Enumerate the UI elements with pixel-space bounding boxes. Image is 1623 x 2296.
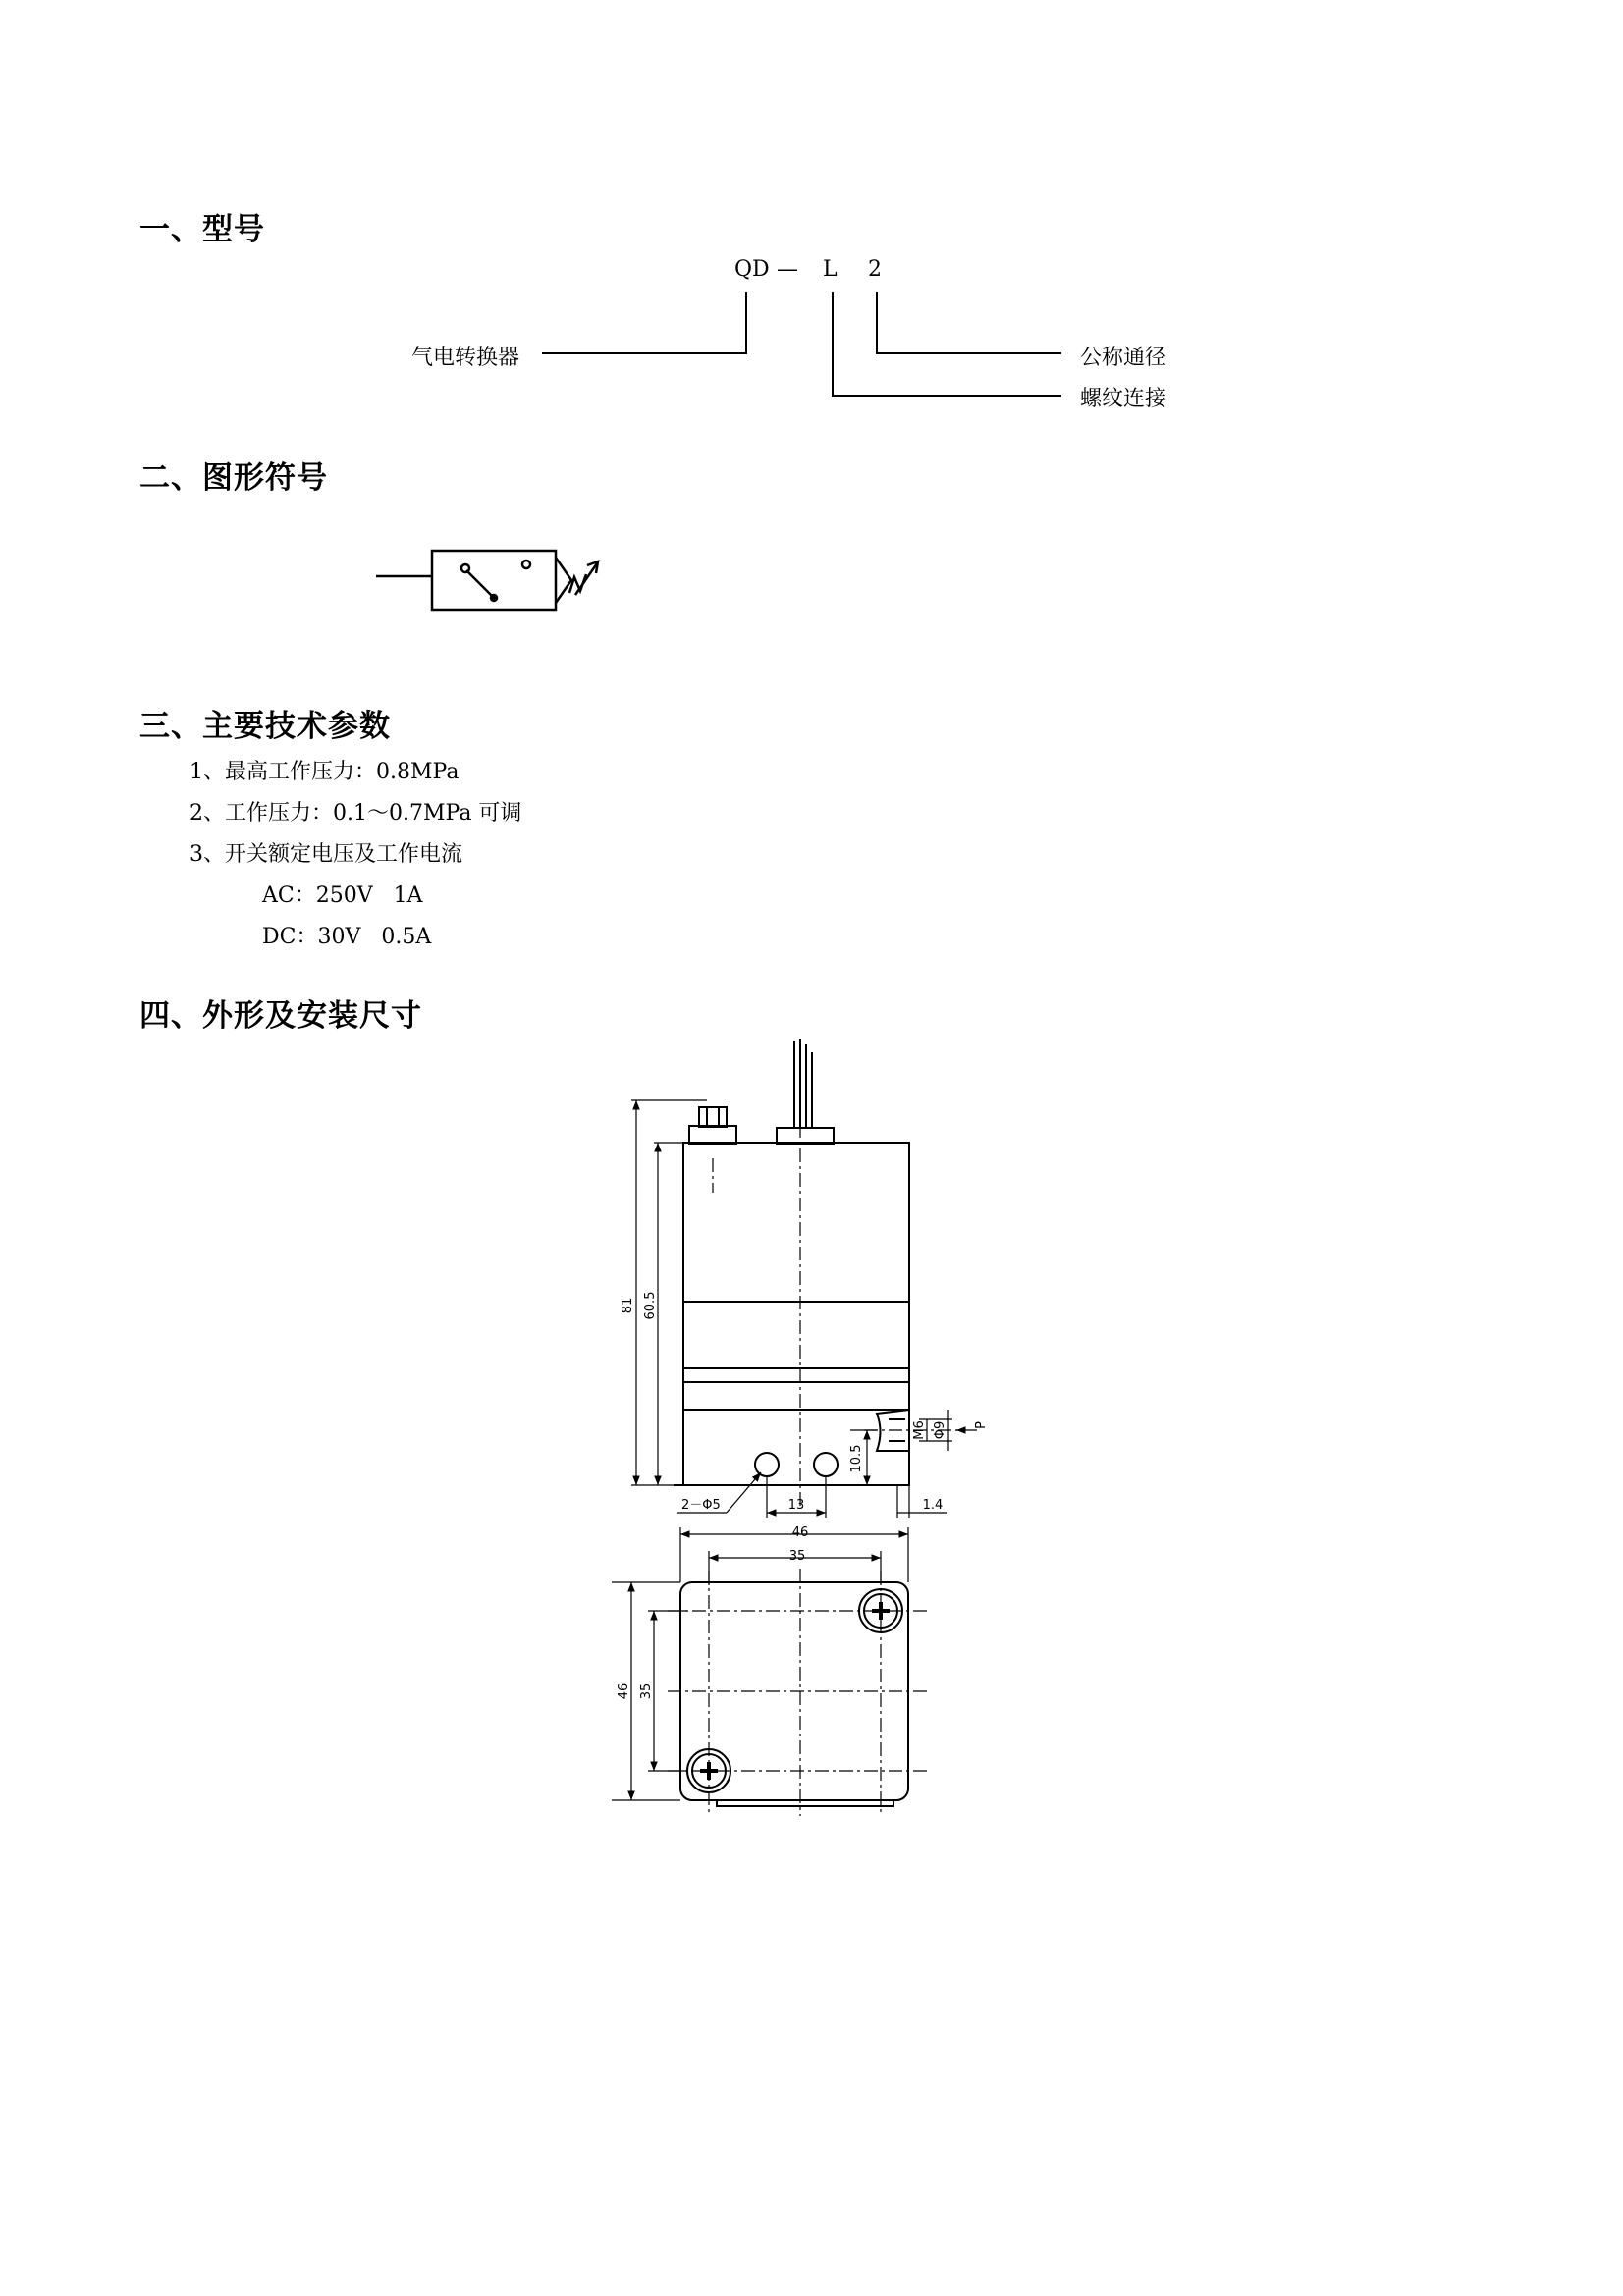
dim-13: 13: [787, 1498, 805, 1513]
section-heading-params: 三、主要技术参数: [139, 709, 391, 744]
dim-46-height: 46: [617, 1682, 631, 1700]
rating-dc: DC：30V 0.5A: [262, 925, 432, 949]
dim-phi9: Φ9: [933, 1420, 947, 1440]
front-view: [674, 1039, 909, 1485]
model-code-l: L: [823, 257, 838, 282]
param-item-1: 1、最高工作压力：0.8MPa: [189, 760, 460, 784]
label-converter: 气电转换器: [411, 346, 520, 370]
front-view-centerlines: [713, 1075, 962, 1507]
dim-46-width: 46: [791, 1525, 809, 1540]
model-code-two: 2: [868, 257, 882, 282]
section-heading-dimensions: 四、外形及安装尺寸: [139, 998, 422, 1034]
dim-35-width: 35: [788, 1549, 806, 1564]
dim-10-5: 10.5: [849, 1444, 864, 1473]
front-view-dimension-text: [621, 1292, 989, 1513]
top-view-dimension-text: [617, 1525, 808, 1699]
top-view-centerlines: [668, 1569, 928, 1816]
rating-ac: AC：250V 1A: [262, 883, 423, 908]
model-leader-lines: [542, 292, 1061, 396]
section-heading-symbol: 二、图形符号: [139, 460, 328, 496]
dim-60-5: 60.5: [643, 1291, 658, 1320]
dim-81: 81: [621, 1297, 635, 1314]
switch-symbol: [376, 551, 598, 610]
top-view-dimensions: [612, 1527, 908, 1800]
label-thread-connection: 螺纹连接: [1080, 387, 1167, 411]
label-nominal-diameter: 公称通径: [1080, 346, 1167, 370]
dim-m6: M6: [912, 1420, 927, 1440]
dim-holes: 2－Φ5: [681, 1498, 721, 1513]
param-item-2: 2、工作压力：0.1～0.7MPa 可调: [189, 801, 522, 826]
model-code-dash: —: [777, 257, 798, 282]
top-view: [680, 1582, 908, 1806]
dim-35-height: 35: [639, 1682, 654, 1700]
model-code-qd: QD: [734, 257, 770, 282]
port-label-p: P: [974, 1421, 989, 1429]
dim-1-4: 1.4: [922, 1498, 944, 1513]
section-heading-model: 一、型号: [139, 212, 265, 247]
param-item-3: 3、开关额定电压及工作电流: [189, 842, 462, 867]
